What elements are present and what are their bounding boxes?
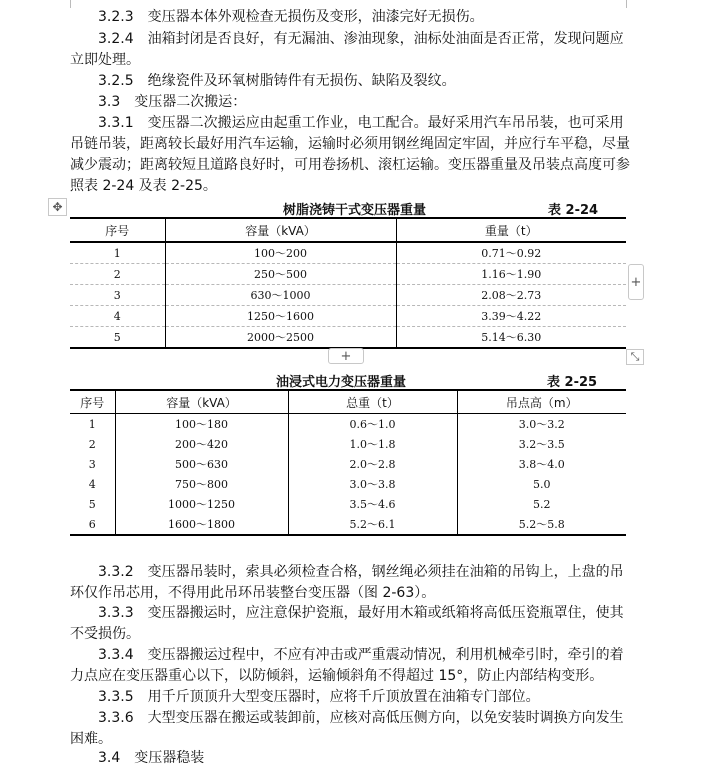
cell: 5.14～6.30 <box>396 327 626 349</box>
header-capacity: 容量（kVA） <box>165 218 396 242</box>
cell: 3.2～3.5 <box>457 434 626 454</box>
table-row <box>70 414 626 435</box>
cell: 1.16～1.90 <box>396 264 626 285</box>
cell: 250～500 <box>165 264 396 285</box>
table1-number: 表 2-24 <box>548 203 599 218</box>
table-resize-handle[interactable]: ⤡ <box>626 349 644 365</box>
cell: 5 <box>88 497 96 511</box>
cell: 6 <box>70 514 115 535</box>
paragraph-3-3-4-line2: 力点应在变压器重心以下，以防倾斜，运输倾斜角不得超过 15°，防止内部结构变形。 <box>70 668 604 684</box>
cell: 2000～2500 <box>165 327 396 349</box>
header-lift-height: 吊点高（m） <box>457 390 626 414</box>
cell: 4 <box>70 306 165 327</box>
table-row <box>70 306 626 327</box>
cell: 3 <box>70 285 165 306</box>
paragraph-3-3-1-line2: 吊链吊装，距离较长最好用汽车运输，运输时必须用钢丝绳固定牢固，并应行车平稳，尽量 <box>70 136 630 152</box>
paragraph-3-2-4-line2: 立即处理。 <box>70 52 140 68</box>
section-heading-3-3: 3.3 变压器二次搬运： <box>98 94 247 110</box>
page-corner-mark-left <box>70 0 71 8</box>
cell: 3.0～3.8 <box>288 474 457 494</box>
table-2-25 <box>70 389 626 536</box>
table-row <box>70 474 626 494</box>
cell: 0.71～0.92 <box>396 242 626 264</box>
table-header-row <box>70 390 626 414</box>
add-column-button[interactable]: + <box>628 264 644 300</box>
cell: 2.0～2.8 <box>288 454 457 474</box>
section-heading-3-4: 3.4 变压器稳装 <box>98 750 205 766</box>
cell: 1600～1800 <box>115 514 288 535</box>
header-total-weight: 总重（t） <box>288 390 457 414</box>
cell: 2.08～2.73 <box>396 285 626 306</box>
paragraph-3-3-3-line2: 不受损伤。 <box>70 626 140 642</box>
cell: 5.2 <box>457 494 626 514</box>
cell: 3.0～3.2 <box>457 414 626 435</box>
table-move-handle[interactable]: ✥ <box>48 198 67 216</box>
cell: 4 <box>88 477 96 491</box>
cell: 1 <box>70 242 165 264</box>
header-capacity: 容量（kVA） <box>115 390 288 414</box>
add-row-button[interactable]: + <box>328 348 364 364</box>
cell: 100～200 <box>165 242 396 264</box>
paragraph-3-3-2-line1: 3.3.2 变压器吊装时，索具必须检查合格，钢丝绳必须挂在油箱的吊钩上，上盘的吊 <box>98 564 624 580</box>
cell: 0.6～1.0 <box>288 414 457 435</box>
cell: 500～630 <box>115 454 288 474</box>
cell: 3.5～4.6 <box>288 494 457 514</box>
cell: 1250～1600 <box>165 306 396 327</box>
cell: 2 <box>70 264 165 285</box>
header-index: 序号 <box>70 218 165 242</box>
table-row <box>70 514 626 535</box>
paragraph-3-2-3: 3.2.3 变压器本体外观检查无损伤及变形，油漆完好无损伤。 <box>98 9 484 25</box>
header-weight: 重量（t） <box>396 218 626 242</box>
header-index: 序号 <box>70 390 115 414</box>
table-header-row <box>70 218 626 242</box>
paragraph-3-2-4-line1: 3.2.4 油箱封闭是否良好，有无漏油、渗油现象，油标处油面是否正常，发现问题应 <box>98 31 624 47</box>
cell: 750～800 <box>115 474 288 494</box>
cell: 100～180 <box>115 414 288 435</box>
cell: 3.8～4.0 <box>457 454 626 474</box>
cell: 200～420 <box>115 434 288 454</box>
paragraph-3-3-3-line1: 3.3.3 变压器搬运时，应注意保护瓷瓶，最好用木箱或纸箱将高低压瓷瓶罩住，使其 <box>98 605 624 621</box>
paragraph-3-3-1-line4: 照表 2-24 及表 2-25。 <box>70 178 217 194</box>
paragraph-3-3-1-line3: 减少震动；距离较短且道路良好时，可用卷扬机、滚杠运输。变压器重量及吊装点高度可参 <box>70 157 630 173</box>
page-corner-mark-right <box>626 0 627 8</box>
cell: 3.39～4.22 <box>396 306 626 327</box>
cell: 1 <box>88 417 96 431</box>
table-row <box>70 285 626 306</box>
table-row <box>70 327 626 349</box>
cell: 5.0 <box>457 474 626 494</box>
cell: 2 <box>88 437 96 451</box>
table1-title: 树脂浇铸干式变压器重量 <box>283 203 427 218</box>
cell: 5.2～6.1 <box>288 514 457 535</box>
table-row <box>70 494 626 514</box>
paragraph-3-2-5: 3.2.5 绝缘瓷件及环氧树脂铸件有无损伤、缺陷及裂纹。 <box>98 73 456 89</box>
table-row <box>70 242 626 264</box>
table-row <box>70 434 626 454</box>
paragraph-3-3-6-line2: 困难。 <box>70 731 112 747</box>
cell: 3 <box>88 457 96 471</box>
paragraph-3-3-1-line1: 3.3.1 变压器二次搬运应由起重工作业，电工配合。最好采用汽车吊吊装，也可采用 <box>98 115 624 131</box>
cell: 5.2～5.8 <box>457 514 626 535</box>
table-row <box>70 264 626 285</box>
paragraph-3-3-2-line2: 环仅作吊芯用，不得用此吊环吊装整台变压器（图 2-63）。 <box>70 585 436 601</box>
paragraph-3-3-5: 3.3.5 用千斤顶顶升大型变压器时，应将千斤顶放置在油箱专门部位。 <box>98 689 540 705</box>
table-2-24 <box>70 217 626 349</box>
table2-number: 表 2-25 <box>547 375 598 390</box>
cell: 630～1000 <box>165 285 396 306</box>
table2-title: 油浸式电力变压器重量 <box>276 375 407 390</box>
table-row <box>70 454 626 474</box>
cell: 5 <box>70 327 165 349</box>
cell: 1.0～1.8 <box>288 434 457 454</box>
paragraph-3-3-6-line1: 3.3.6 大型变压器在搬运或装卸前，应核对高低压侧方向，以免安装时调换方向发生 <box>98 710 624 726</box>
cell: 1000～1250 <box>115 494 288 514</box>
paragraph-3-3-4-line1: 3.3.4 变压器搬运过程中，不应有冲击或严重震动情况，利用机械牵引时，牵引的着 <box>98 647 624 663</box>
